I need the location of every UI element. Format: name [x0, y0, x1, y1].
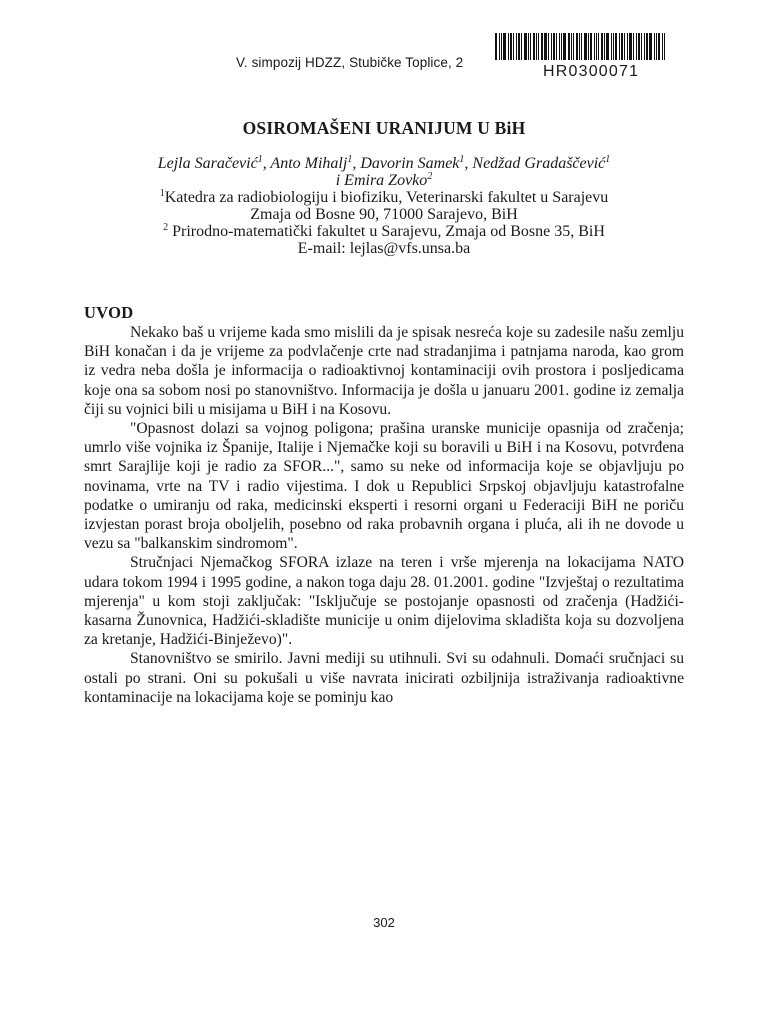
barcode-bar — [594, 33, 595, 60]
barcode-bar — [513, 33, 514, 60]
report-id: HR0300071 — [543, 63, 640, 80]
barcode-bar — [649, 33, 652, 60]
affiliation-2 — [0, 223, 768, 240]
barcode-bar — [629, 33, 632, 60]
barcode-bar — [573, 33, 574, 60]
barcode-bar — [636, 33, 637, 60]
affiliation-1-address: Zmaja od Bosne 90, 71000 Sarajevo, BiH — [250, 206, 518, 223]
author-name: Davorin Samek — [360, 155, 460, 172]
barcode-bar — [606, 33, 609, 60]
barcode-bar — [596, 33, 597, 60]
barcode-bar — [604, 33, 605, 60]
barcode-bar — [613, 33, 614, 60]
barcode-bar — [553, 33, 555, 60]
affil-mark: 1 — [159, 188, 165, 199]
barcode-bar — [530, 33, 531, 60]
affiliation-2-text: Prirodno-matematički fakultet u Sarajevu, Zmaja od Bosne 35, BiH — [172, 223, 605, 240]
barcode-bar — [601, 33, 603, 60]
section-body — [84, 323, 684, 707]
body-paragraph: Stanovništvo se smirilo. Javni mediji su utihnuli. Svi su odahnuli. Domaći sručnjaci su ostali po strani. Oni su pokušali u više navrata inicirati ozbiljnija istraživanja radioaktivne kontaminacije na lokacijama koje se pominju kao — [84, 650, 684, 706]
barcode-bar — [536, 33, 537, 60]
author-affil-mark: 2 — [427, 171, 433, 182]
section-heading: UVOD — [84, 303, 134, 322]
author-affil-mark: 1 — [605, 154, 611, 165]
body-paragraph: Nekako baš u vrijeme kada smo mislili da je spisak nesreća koje su zadesile našu zemlju BiH konačan i da je vrijeme za podvlačenje crte nad stradanjima i patnjama naroda, kao grom iz vedra neba došla je informacija o radioaktivnoj kontaminaciji ovih prostora i posljedicama koje ona sa sobom nosi po stanovništvo. Informacija je došla u januaru 2001. godine iz zemalja čiji su vojnici bili u misijama u BiH i na Kosovu. — [84, 324, 684, 418]
barcode-bar — [563, 33, 566, 60]
author-name: i Emira Zovko — [335, 172, 428, 189]
barcode-bar — [568, 33, 570, 60]
barcode-bar — [541, 33, 543, 60]
barcode-image — [495, 33, 685, 60]
barcode-bar — [584, 33, 587, 60]
barcode-bar — [510, 33, 512, 60]
barcode-bar — [621, 33, 623, 60]
barcode-bar — [588, 33, 589, 60]
body-paragraph: Stručnjaci Njemačkog SFORA izlaze na teren i vrše mjerenja na lokacijama NATO udara tokom 1994 i 1995 godine, a nakon toga daju 28. 01.2001. godine "Izvještaj o rezultatima mjerenja" u kom stoji zaključak: "Isključuje se postojanje opasnosti od zračenja (Hadžići-kasarna Žunovnica, Hadžići-skladište municije u onim dijelovima skladišta koja su dozvoljena za kretanje, Hadžići-Binježevo)". — [84, 554, 684, 649]
author-name: Anto Mihalj — [270, 155, 348, 172]
barcode-bar — [624, 33, 625, 60]
barcode-bar — [571, 33, 572, 60]
barcode-bar — [579, 33, 580, 60]
barcode-bar — [548, 33, 549, 60]
barcode-bar — [499, 33, 500, 60]
author-affil-mark: 1 — [459, 154, 465, 165]
barcode-bar — [658, 33, 660, 60]
affiliation-1 — [0, 189, 768, 206]
author-line-1: Lejla Saračević$^1$, Anto Mihalj$^1$, Davorin Samek$^1$, Nedžad Gradaščević$^1$ — [157, 154, 611, 172]
barcode-block — [495, 33, 685, 81]
barcode-bar — [533, 33, 535, 60]
page-number: 302 — [373, 915, 395, 930]
barcode-bar — [598, 33, 599, 60]
affil-mark: 2 — [163, 222, 169, 233]
author-block — [0, 155, 768, 257]
author-affil-mark: 1 — [257, 154, 263, 165]
author-line-2 — [0, 172, 768, 189]
barcode-bar — [627, 33, 628, 60]
barcode-bar — [508, 33, 509, 60]
paper-title: OSIROMAŠENI URANIJUM U BiH — [242, 118, 526, 138]
running-head: V. simpozij HDZZ, Stubičke Toplice, 2 — [236, 55, 464, 70]
barcode-bar — [646, 33, 648, 60]
barcode-bar — [495, 33, 497, 60]
barcode-bar — [556, 33, 557, 60]
author-affil-mark: 1 — [347, 154, 353, 165]
barcode-bar — [638, 33, 640, 60]
barcode-bar — [576, 33, 578, 60]
barcode-bar — [656, 33, 657, 60]
author-name: Nedžad Gradaščević — [472, 155, 606, 172]
affiliation-1-line-1: Katedra za radiobiologiju i biofiziku, Veterinarski fakultet u Sarajevu — [164, 189, 609, 206]
barcode-bar — [559, 33, 560, 60]
barcode-bar — [615, 33, 617, 60]
barcode-bar — [524, 33, 527, 60]
barcode-bar — [538, 33, 539, 60]
barcode-bar — [581, 33, 582, 60]
barcode-bar — [518, 33, 520, 60]
barcode-bar — [662, 33, 663, 60]
barcode-bar — [544, 33, 547, 60]
barcode-bar — [501, 33, 502, 60]
barcode-bar — [503, 33, 506, 60]
barcode-bar — [551, 33, 552, 60]
barcode-bar — [641, 33, 642, 60]
barcode-bar — [664, 33, 665, 60]
barcode-bar — [521, 33, 522, 60]
barcode-bar — [619, 33, 620, 60]
barcode-bar — [516, 33, 517, 60]
barcode-bar — [611, 33, 612, 60]
barcode-bar — [654, 33, 655, 60]
body-paragraph: "Opasnost dolazi sa vojnog poligona; prašina uranske municije opasnija od zračenja; umrlo više vojnika iz Španije, Italije i Njemačke koji su boravili u BiH i na Kosovu, potvrđena smrt Sarajlije koji je radio za SFOR...", samo su neke od informacija koje se objavljuju po novinama, vrte na TV i radio vijestima. I dok u Republici Srpskoj objavljuju katastrofalne podatke o umiranju od raka, medicinski eksperti i resorni organi u Federaciji BiH ne poriču izvjestan porast broja oboljelih, posebno od raka probavnih organa i pluća, ali ih ne dovode u vezu sa "balkanskim sindromom". — [84, 420, 684, 553]
barcode-bar — [528, 33, 529, 60]
author-email: E-mail: lejlas@vfs.unsa.ba — [297, 240, 471, 257]
author-name: Lejla Saračević — [157, 155, 258, 172]
barcode-bar — [633, 33, 634, 60]
barcode-bar — [561, 33, 562, 60]
barcode-bar — [644, 33, 645, 60]
barcode-bar — [590, 33, 592, 60]
